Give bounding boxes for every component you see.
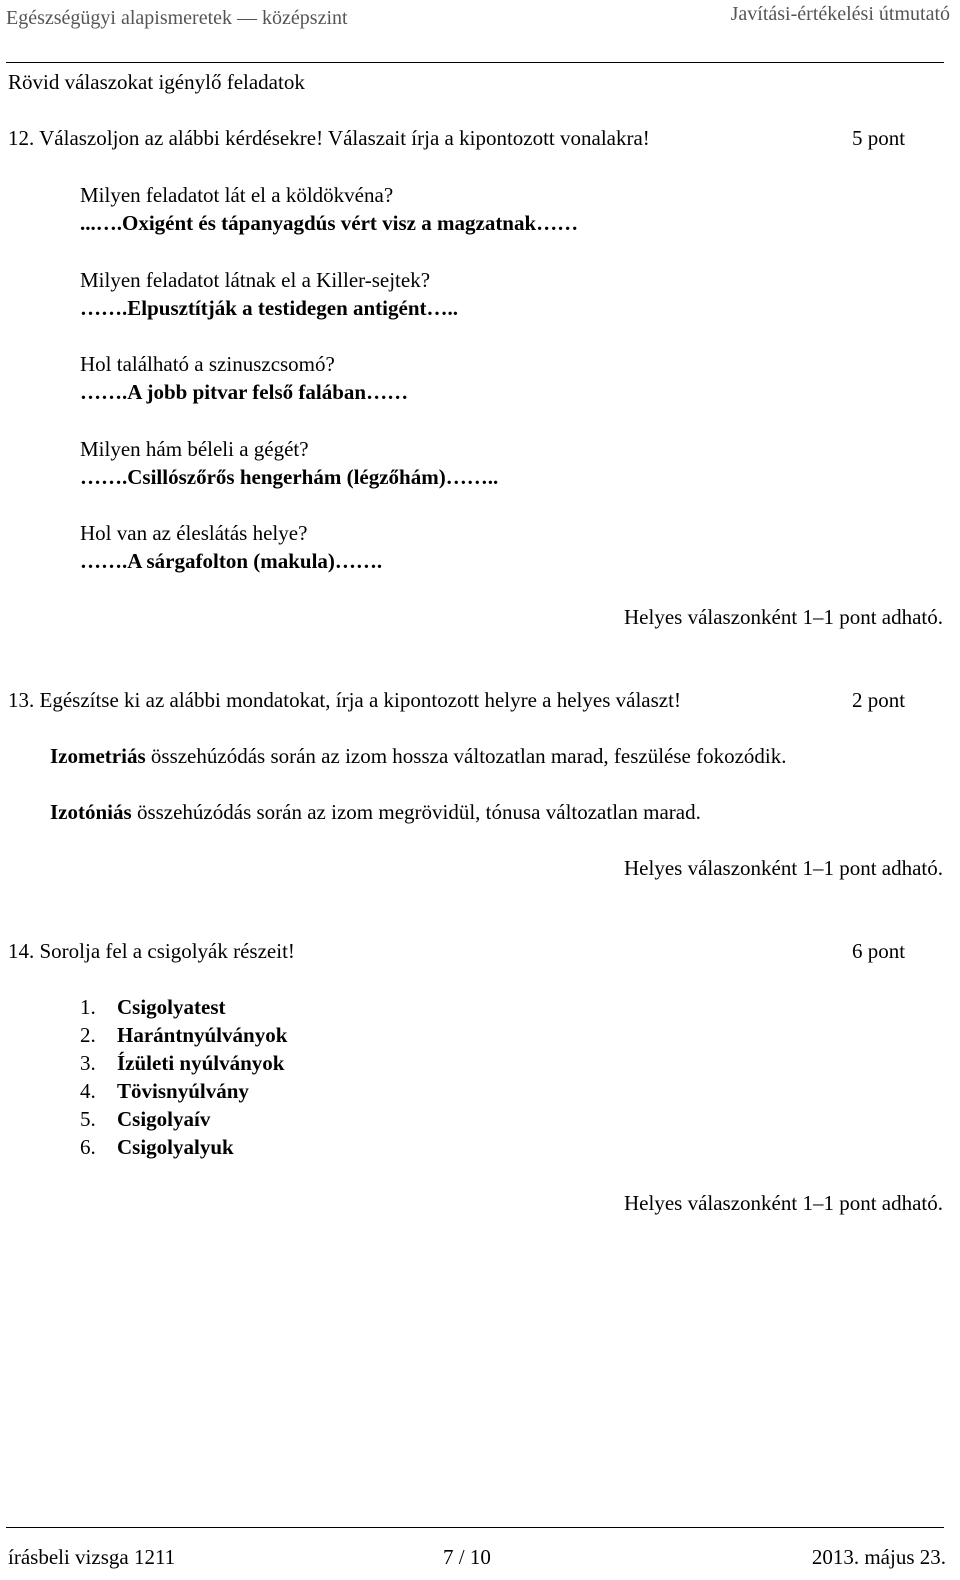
- q12-question-5: Hol van az éleslátás helye?: [80, 521, 308, 545]
- q12-answer-3: …….A jobb pitvar felső falában……: [80, 380, 409, 404]
- q13-note: Helyes válaszonként 1–1 pont adható.: [624, 856, 943, 880]
- q13-prompt: 13. Egészítse ki az alábbi mondatokat, írja a kipontozott helyre a helyes választ!: [8, 688, 681, 712]
- q14-item-number: 5.: [80, 1107, 96, 1131]
- q13-sentence-2: [50, 802, 701, 823]
- footer-page-number: 7 / 10: [443, 1545, 491, 1569]
- q14-item-text: Csigolyalyuk: [117, 1135, 234, 1159]
- q13-sentence-2-rest: összehúzódás során az izom megrövidül, tónusa változatlan marad.: [131, 800, 701, 824]
- q14-item-text: Tövisnyúlvány: [117, 1079, 249, 1103]
- q14-item-text: Csigolyaív: [117, 1107, 211, 1131]
- q13-sentence-1-rest: összehúzódás során az izom hossza változatlan marad, feszülése fokozódik.: [145, 744, 787, 768]
- q14-item-number: 6.: [80, 1135, 96, 1159]
- header-right: Javítási-értékelési útmutató: [730, 3, 950, 25]
- q12-question-4: Milyen hám béleli a gégét?: [80, 437, 309, 461]
- q14-item-text: Csigolyatest: [117, 995, 226, 1019]
- q12-prompt: 12. Válaszoljon az alábbi kérdésekre! Válaszait írja a kipontozott vonalakra!: [8, 126, 650, 150]
- q12-question-2: Milyen feladatot látnak el a Killer-sejtek?: [80, 268, 431, 292]
- q14-item-number: 1.: [80, 995, 96, 1019]
- q13-points: 2 pont: [852, 688, 906, 712]
- q14-points: 6 pont: [852, 939, 906, 963]
- q14-item-text: Harántnyúlványok: [117, 1023, 288, 1047]
- q14-item-5: [80, 1109, 210, 1130]
- q14-item-1: [80, 997, 226, 1018]
- q12-answer-2: …….Elpusztítják a testidegen antigént…..: [80, 296, 458, 320]
- q12-note: Helyes válaszonként 1–1 pont adható.: [624, 605, 943, 629]
- footer-right: 2013. május 23.: [811, 1545, 946, 1569]
- q12-points: 5 pont: [852, 126, 906, 150]
- q13-answer-2: Izotóniás: [50, 800, 132, 824]
- q12-question-3: Hol található a szinuszcsomó?: [80, 352, 335, 376]
- q12-answer-1: ...….Oxigént és tápanyagdús vért visz a magzatnak……: [80, 211, 579, 235]
- q13-answer-1: Izometriás: [50, 744, 146, 768]
- q13-sentence-1: [50, 746, 787, 767]
- q14-item-text: Ízületi nyúlványok: [117, 1051, 285, 1075]
- section-title: Rövid válaszokat igénylő feladatok: [8, 70, 305, 94]
- q14-prompt: 14. Sorolja fel a csigolyák részeit!: [8, 939, 295, 963]
- q14-note: Helyes válaszonként 1–1 pont adható.: [624, 1191, 943, 1215]
- q12-answer-4: …….Csillószőrős hengerhám (légzőhám)……..: [80, 465, 499, 489]
- q14-item-number: 4.: [80, 1079, 96, 1103]
- q14-item-6: [80, 1137, 234, 1158]
- footer-left: írásbeli vizsga 1211: [8, 1545, 176, 1569]
- q14-item-2: [80, 1025, 287, 1046]
- footer-rule: [6, 1527, 944, 1528]
- q12-answer-5: …….A sárgafolton (makula)…….: [80, 549, 383, 573]
- q14-item-3: [80, 1053, 284, 1074]
- q14-item-number: 3.: [80, 1051, 96, 1075]
- q12-question-1: Milyen feladatot lát el a köldökvéna?: [80, 183, 394, 207]
- q14-item-4: [80, 1081, 249, 1102]
- q14-item-number: 2.: [80, 1023, 96, 1047]
- header-left: Egészségügyi alapismeretek — középszint: [6, 7, 348, 29]
- header-rule: [6, 62, 944, 63]
